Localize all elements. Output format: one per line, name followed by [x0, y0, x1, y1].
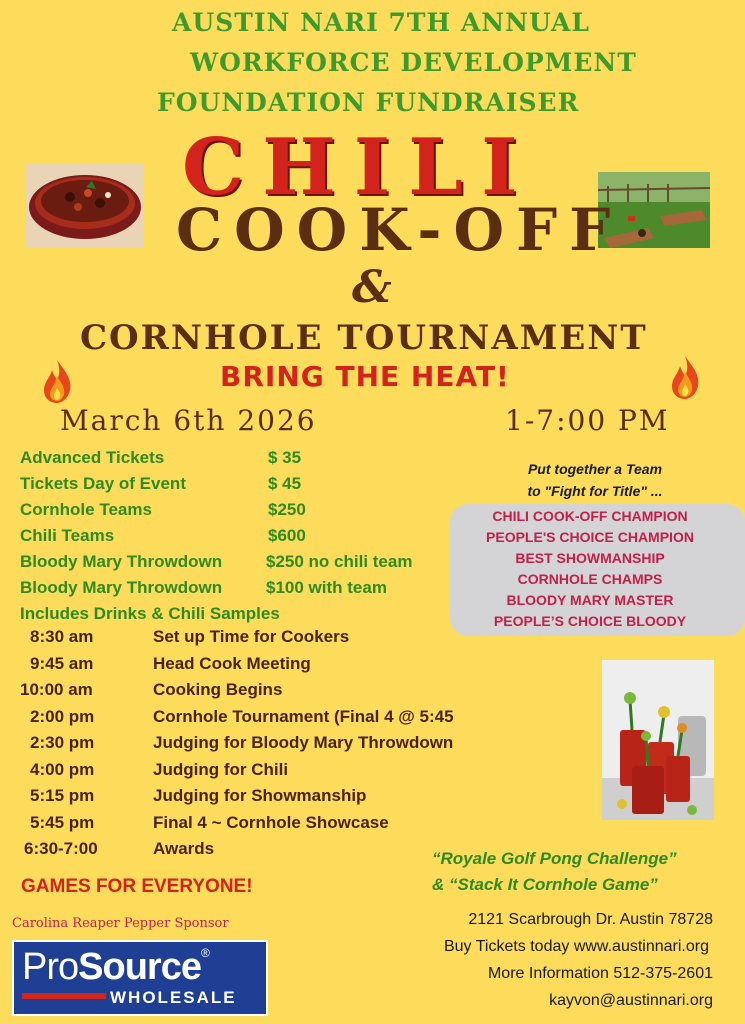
stack-it-cornhole: & “Stack It Cornhole Game” [432, 875, 658, 894]
event-date: March 6th 2026 [60, 404, 317, 437]
price-label: Advanced Tickets [20, 448, 165, 467]
title-cookoff: COOK-OFF [176, 196, 623, 264]
event-time: 1-7:00 PM [505, 404, 670, 437]
schedule-row [18, 654, 498, 681]
schedule-event: Cooking Begins [153, 680, 283, 699]
price-list [20, 448, 450, 630]
price-label: Bloody Mary Throwdown [20, 578, 223, 597]
schedule-row [18, 786, 498, 813]
price-label: Tickets Day of Event [20, 474, 186, 493]
title-chili: CHILI [182, 122, 536, 213]
schedule-time: 5:45 pm [30, 812, 95, 832]
price-value: $600 [268, 526, 306, 545]
schedule-time: 5:15 pm [30, 786, 95, 805]
price-row [20, 526, 450, 552]
logo-red-bar [22, 993, 106, 999]
champion-titles-box [450, 504, 745, 636]
header-line-2: WORKFORCE DEVELOPMENT [190, 48, 637, 77]
price-row [20, 448, 450, 474]
champion-title: PEOPLE'S CHOICE CHAMPION [486, 529, 694, 545]
price-value: $ 45 [268, 474, 302, 493]
schedule-event: Set up Time for Cookers [153, 627, 350, 646]
schedule-time: 8:30 am [30, 627, 94, 646]
price-value: $ 35 [268, 448, 302, 467]
flame-icon [40, 358, 74, 404]
team-prompt-line-2: to "Fight for Title" ... [527, 483, 663, 499]
header-line-3: FOUNDATION FUNDRAISER [157, 88, 580, 117]
includes-note: Includes Drinks & Chili Samples [20, 604, 280, 623]
schedule-row [18, 760, 498, 787]
schedule-event: Judging for Bloody Mary Throwdown [153, 733, 454, 752]
schedule-event: Cornhole Tournament (Final 4 @ 5:45 [153, 706, 454, 726]
schedule-row [18, 733, 498, 760]
sponsor-label: Carolina Reaper Pepper Sponsor [12, 916, 229, 931]
games-headline: GAMES FOR EVERYONE! [21, 876, 253, 897]
logo-source: Source [78, 946, 201, 988]
prosource-logo [12, 940, 268, 1016]
champion-title: CHILI COOK-OFF CHAMPION [492, 508, 688, 524]
schedule-time: 9:45 am [30, 653, 94, 673]
tagline: BRING THE HEAT! [220, 360, 510, 393]
schedule-time: 2:30 pm [30, 733, 95, 752]
price-row [20, 552, 450, 578]
email[interactable]: kayvon@austinnari.org [549, 992, 713, 1009]
champion-title: PEOPLE’S CHOICE BLOODY [493, 613, 687, 629]
schedule-time: 6:30-7:00 [24, 839, 98, 858]
buy-tickets[interactable]: Buy Tickets today www.austinnari.org [443, 938, 709, 955]
phone-info: More Information 512-375-2601 [487, 965, 713, 982]
flame-icon [668, 354, 702, 400]
title-cornhole-tournament: CORNHOLE TOURNAMENT [80, 318, 648, 358]
price-value: $100 with team [266, 578, 387, 597]
golf-pong-challenge: “Royale Golf Pong Challenge” [432, 849, 677, 868]
chili-bowl-photo [26, 163, 144, 247]
schedule-time: 10:00 am [20, 680, 93, 699]
schedule-event: Judging for Showmanship [153, 786, 367, 805]
logo-pro: Pro [22, 946, 79, 988]
price-value: $250 no chili team [266, 552, 413, 571]
logo-registered: ® [200, 946, 209, 960]
price-label: Bloody Mary Throwdown [20, 552, 223, 571]
schedule-event: Head Cook Meeting [153, 653, 311, 673]
schedule-event: Judging for Chili [153, 759, 289, 779]
address: 2121 Scarbrough Dr. Austin 78728 [468, 911, 713, 928]
champion-title: BLOODY MARY MASTER [506, 592, 674, 608]
schedule-list [18, 627, 498, 866]
bloody-mary-photo [602, 660, 714, 820]
price-row [20, 474, 450, 500]
header-line-1: AUSTIN NARI 7TH ANNUAL [172, 8, 590, 37]
price-label: Cornhole Teams [20, 500, 152, 519]
schedule-time: 4:00 pm [30, 759, 95, 779]
champion-title: BEST SHOWMANSHIP [515, 550, 665, 566]
price-row [20, 578, 450, 604]
title-ampersand: & [352, 262, 392, 313]
price-row [20, 500, 450, 526]
schedule-time: 2:00 pm [30, 706, 95, 726]
schedule-row [18, 839, 498, 866]
schedule-event: Final 4 ~ Cornhole Showcase [153, 812, 389, 832]
logo-wholesale: WHOLESALE [110, 988, 237, 1007]
price-value: $250 [268, 500, 306, 519]
schedule-row [18, 627, 498, 654]
schedule-row [18, 680, 498, 707]
schedule-event: Awards [153, 839, 215, 858]
schedule-row [18, 813, 498, 840]
price-label: Chili Teams [20, 526, 115, 545]
team-prompt-line-1: Put together a Team [527, 461, 663, 477]
champion-title: CORNHOLE CHAMPS [517, 571, 663, 587]
schedule-row [18, 707, 498, 734]
